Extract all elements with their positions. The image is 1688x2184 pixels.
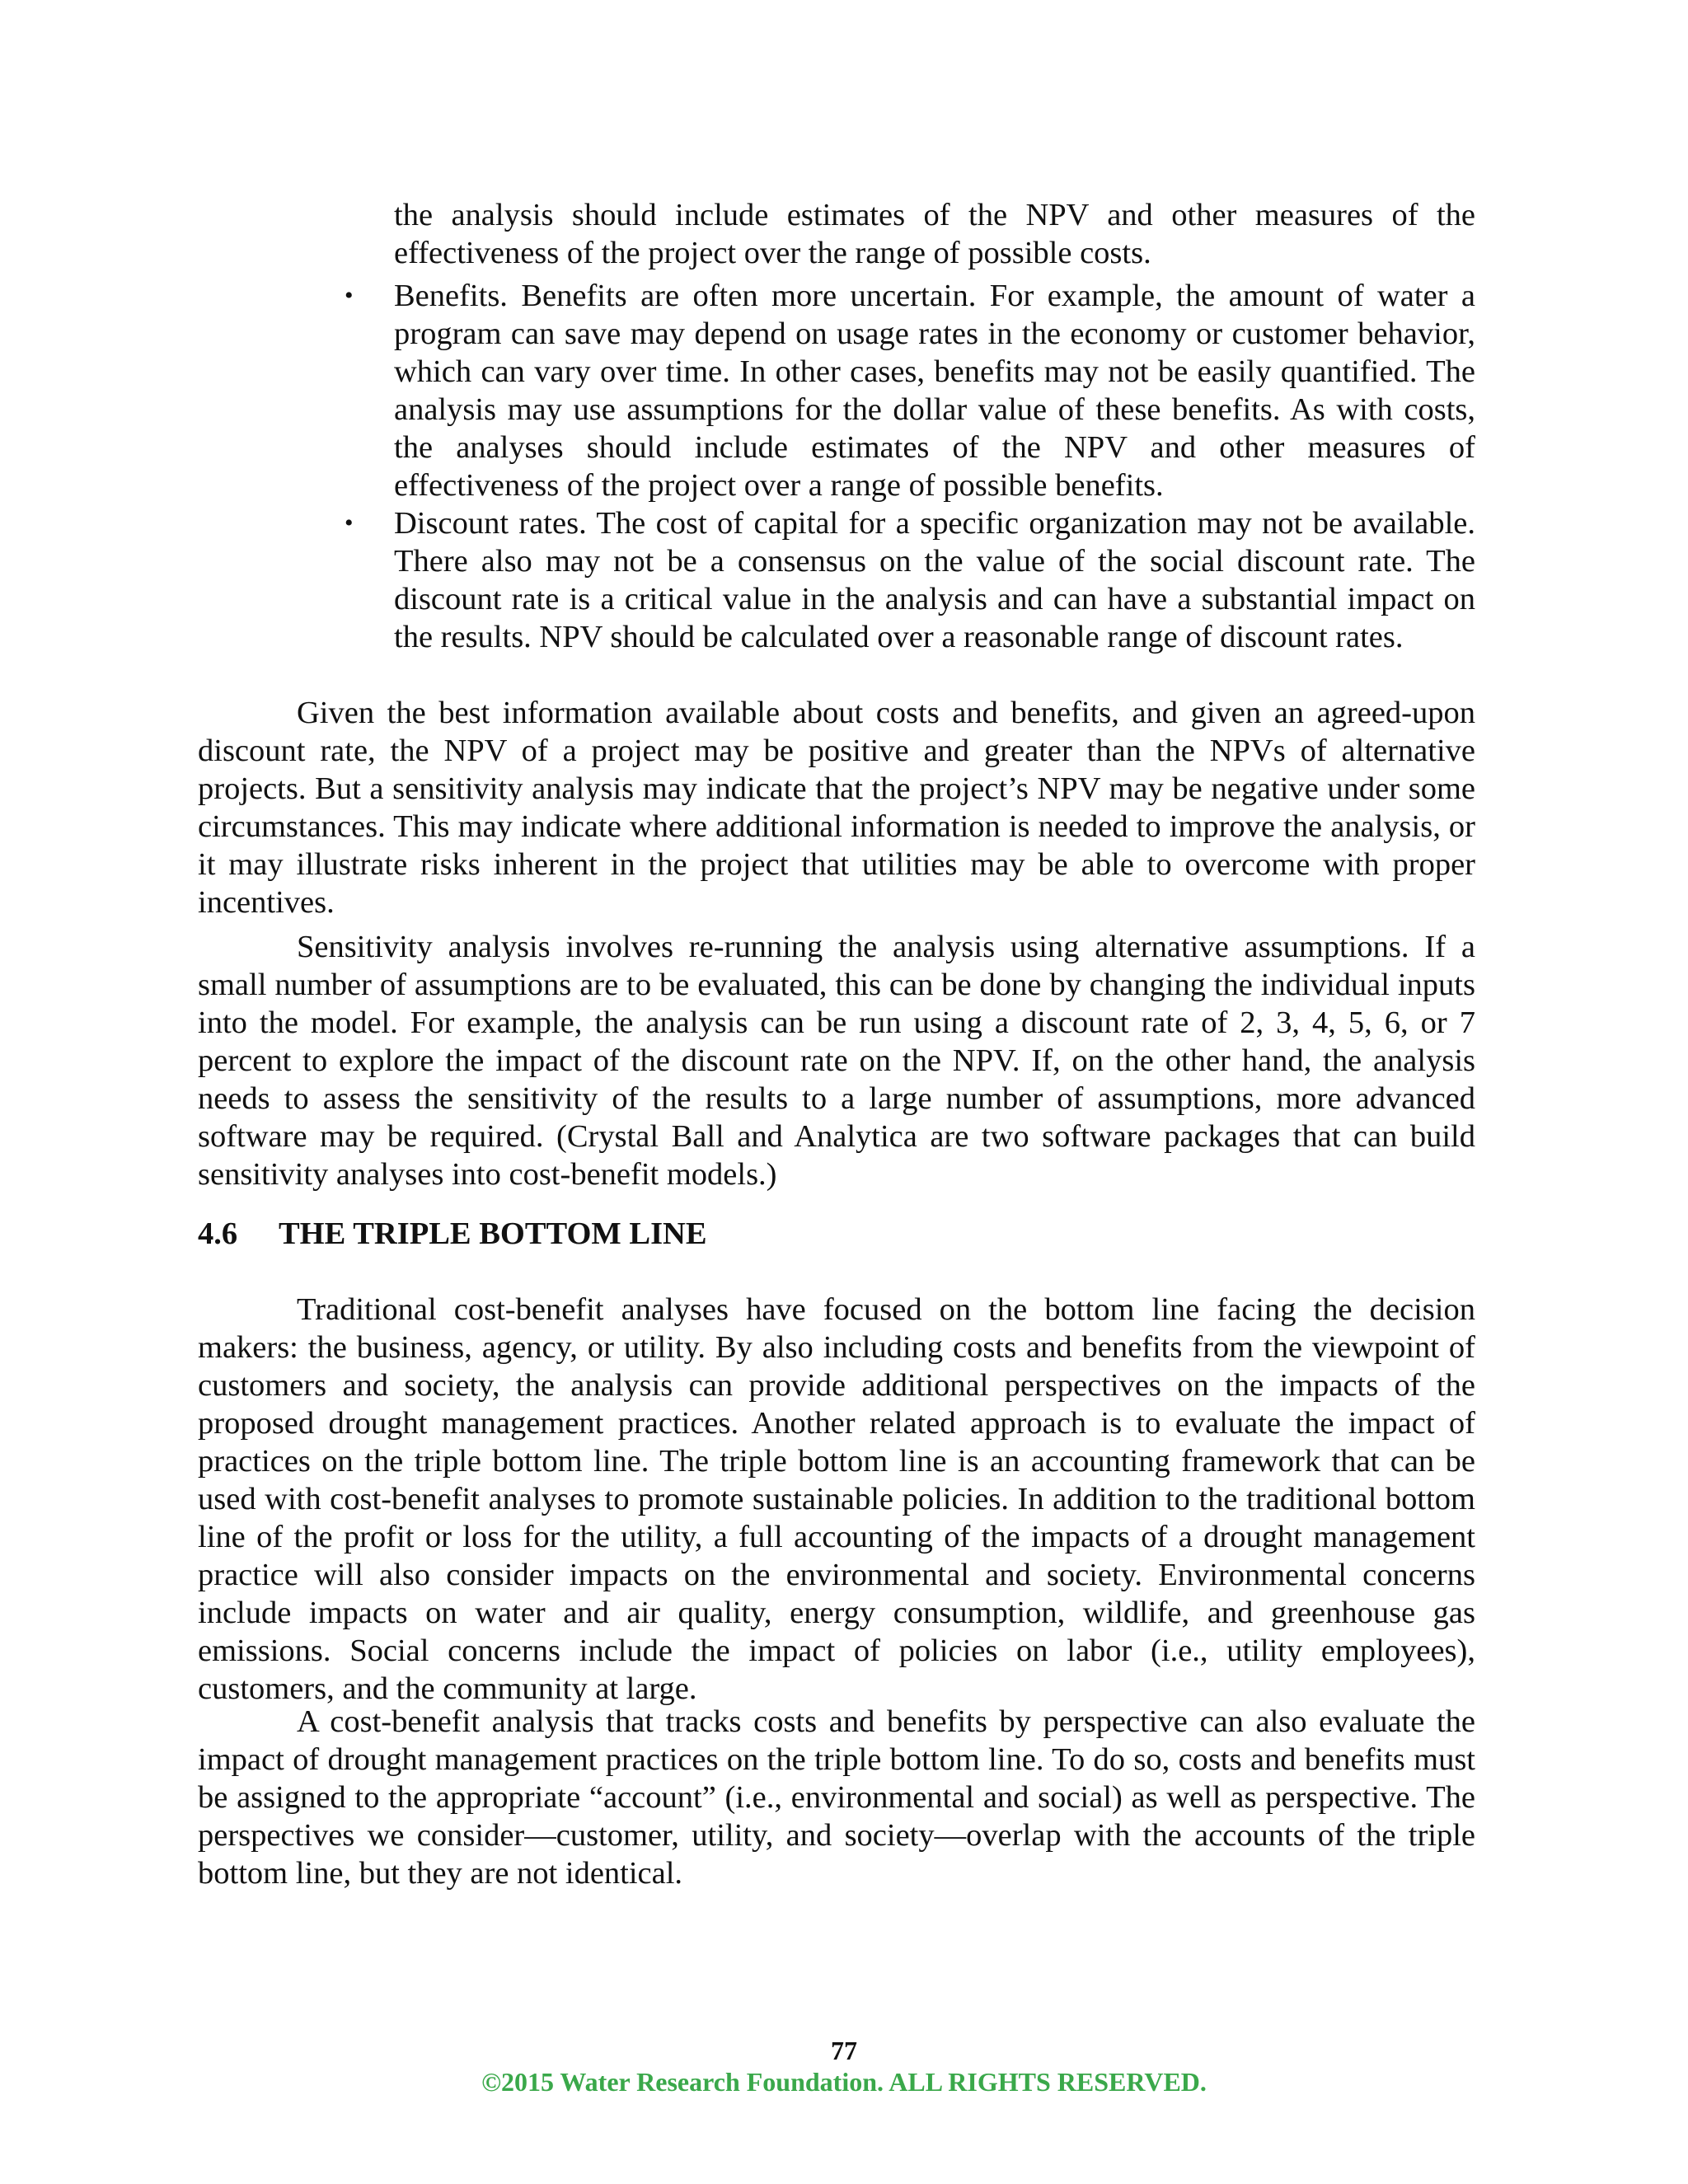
paragraph-perspective: A cost-benefit analysis that tracks costs and benefits by perspective can also evaluate the impact of drought management practices on the triple bottom line. To do so, costs and benefits must be assigned to the appropriate “account” (i.e., environmental and social) as well as perspective. The perspectives we consider—customer, utility, and society—overlap with the accounts of the triple bottom line, but they are not identical. (198, 1704, 1475, 1891)
section-title: THE TRIPLE BOTTOM LINE (279, 1216, 707, 1251)
continuation-paragraph: the analysis should include estimates of the NPV and other measures of the effectiveness of the project over the range of possible costs. (394, 198, 1475, 270)
bullet-text-discount-rates: Discount rates. The cost of capital for a specific organization may not be available. There also may not be a consensus on the value of the social discount rate. The discount rate is a critical value in the analysis and can have a substantial impact on the results. NPV should be calculated over a reasonable range of discount rates. (394, 506, 1475, 654)
bullet-icon: • (345, 282, 354, 309)
paragraph-traditional: Traditional cost-benefit analyses have focused on the bottom line facing the decision makers: the business, agency, or utility. By also including costs and benefits from the viewpoint of customers and society, the analysis can provide additional perspectives on the impacts of the proposed drought management practices. Another related approach is to evaluate the impact of practices on the triple bottom line. The triple bottom line is an accounting framework that can be used with cost-benefit analyses to promote sustainable policies. In addition to the traditional bottom line of the profit or loss for the utility, a full accounting of the impacts of a drought management practice will also consider impacts on the environmental and society. Environmental concerns include impacts on water and air quality, energy consumption, wildlife, and greenhouse gas emissions. Social concerns include the impact of policies on labor (i.e., utility employees), customers, and the community at large. (198, 1292, 1475, 1706)
list-item (338, 504, 1475, 656)
copyright-notice: ©2015 Water Research Foundation. ALL RIGHTS RESERVED. (481, 2067, 1207, 2097)
bullet-list (338, 277, 1475, 656)
bullet-text-benefits: Benefits. Benefits are often more uncertain. For example, the amount of water a program can save may depend on usage rates in the economy or customer behavior, which can vary over time. In other cases, benefits may not be easily quantified. The analysis may use assumptions for the dollar value of these benefits. As with costs, the analyses should include estimates of the NPV and other measures of effectiveness of the project over a range of possible benefits. (394, 279, 1475, 503)
section-number: 4.6 (198, 1216, 238, 1251)
page-number: 77 (831, 2036, 857, 2065)
paragraph-sensitivity: Sensitivity analysis involves re-running the analysis using alternative assumptions. If a small number of assumptions are to be evaluated, this can be done by changing the individual inputs into the model. For example, the analysis can be run using a discount rate of 2, 3, 4, 5, 6, or 7 percent to explore the impact of the discount rate on the NPV. If, on the other hand, the analysis needs to assess the sensitivity of the results to a large number of assumptions, more advanced software may be required. (Crystal Ball and Analytica are two software packages that can build sensitivity analyses into cost-benefit models.) (198, 930, 1475, 1192)
list-item (338, 277, 1475, 504)
section-heading (198, 1215, 707, 1253)
paragraph-npv: Given the best information available about costs and benefits, and given an agreed-upon discount rate, the NPV of a project may be positive and greater than the NPVs of alternative projects. But a sensitivity analysis may indicate that the project’s NPV may be negative under some circumstances. This may indicate where additional information is needed to improve the analysis, or it may illustrate risks inherent in the project that utilities may be able to overcome with proper incentives. (198, 696, 1475, 920)
bullet-icon: • (345, 509, 354, 537)
